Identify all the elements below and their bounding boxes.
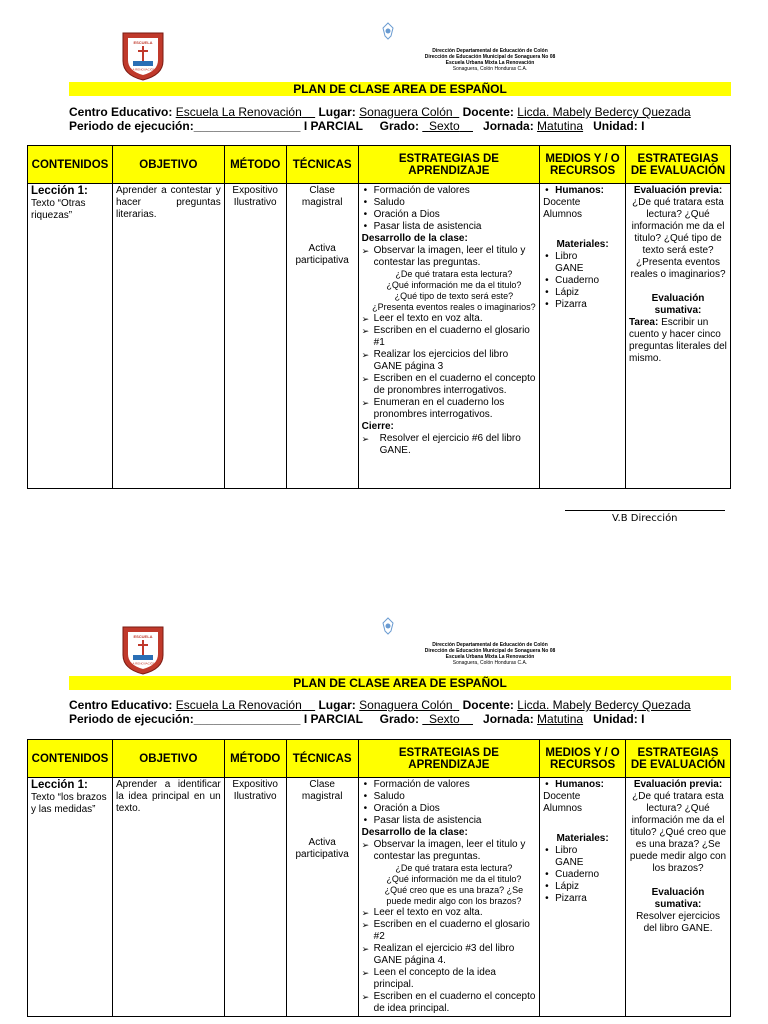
list-item: ➢ Realizar los ejercicios del libro GANE página 3 [362,349,536,373]
list-item: • Pasar lista de asistencia [362,221,536,233]
list-item: ➢ Escriben en el cuaderno el concepto de idea principal. [362,991,536,1015]
institution-line-4: Sonaguera, Colón Honduras C.A. [452,66,528,72]
eval-sumativa-text: Escribir un cuento y hacer cinco preguntas literales del mismo. [629,317,727,364]
col-estrategias: ESTRATEGIAS DE APRENDIZAJE [358,740,539,778]
list-item: ➢ Observar la imagen, leer el titulo y contestar las preguntas. [362,839,536,863]
list-item: • Lápiz [543,881,622,893]
list-item: • Formación de valores [362,185,536,197]
strategies-cell [358,778,539,1017]
crest-text-bottom: LA RENOVACIÓN [130,67,156,72]
jornada-label: Jornada: [483,712,534,726]
lugar-value: Sonaguera Colón [359,698,453,712]
list-item: ➢ Leer el texto en voz alta. [362,313,536,325]
humans-label: Humanos: [555,779,605,790]
periodo-label: Periodo de ejecución: [69,712,194,726]
eval-sumativa-label: Evaluación sumativa: [651,887,705,910]
col-evaluacion: ESTRATEGIAS DE EVALUACIÓN [626,740,731,778]
institution-line-3: Escuela Urbana Mixta La Renovación [445,60,535,66]
eval-previa-text: ¿De qué tratara esta lectura? ¿Qué información me da el titulo? ¿Qué creo que es una braza? ¿Se puede medir algo con los brazos? [629,791,727,874]
col-tecnicas: TÉCNICAS [286,146,358,184]
list-item: • Cuaderno [543,869,622,881]
question: ¿Qué creo que es una braza? ¿Se puede medir algo con los brazos? [384,885,524,906]
list-item: • Saludo [362,791,536,803]
col-objetivo: OBJETIVO [112,740,224,778]
list-item: • Cuaderno [543,275,622,287]
list-item: ➢ Leer el texto en voz alta. [362,907,536,919]
jornada-value: Matutina [537,119,584,133]
techniques-cell [286,778,358,1017]
list-item: • Formación de valores [362,779,536,791]
list-item: • Pasar lista de asistencia [362,815,536,827]
grado-value: Sexto [428,712,460,726]
lugar-label: Lugar: [318,105,356,119]
lesson-text: Texto “Otras riquezas” [31,198,86,221]
col-contenidos: CONTENIDOS [28,740,113,778]
list-item: • Oración a Dios [362,803,536,815]
plan-title-banner: PLAN DE CLASE AREA DE ESPAÑOL [69,676,731,690]
list-item: ➢ Escriben en el cuaderno el glosario #1 [362,325,536,349]
eval-sumativa-label: Evaluación sumativa: [651,293,705,316]
lesson-label: Lección 1: [31,185,88,197]
dev-label: Desarrollo de la clase: [361,827,468,838]
method-cell: Expositivo Ilustrativo [224,778,286,1017]
method-cell: Expositivo Ilustrativo [224,184,286,489]
technique-2: Activa participativa [295,243,349,266]
question: ¿Qué tipo de texto será este? [394,291,514,301]
list-item: • Oración a Dios [362,209,536,221]
list-item: ➢ Realizan el ejercicio #3 del libro GANE página 4. [362,943,536,967]
list-item: ➢ Escriben en el cuaderno el concepto de pronombres interrogativos. [362,373,536,397]
list-item: ➢ Enumeran en el cuaderno los pronombres interrogativos. [362,397,536,421]
lugar-value: Sonaguera Colón [359,105,453,119]
list-item: • Pizarra [543,299,622,311]
unidad-label: Unidad: I [593,119,645,133]
question: ¿De qué tratara esta lectura? [395,269,513,279]
eval-previa-label: Evaluación previa: [633,779,723,790]
institution-line-1: Dirección Departamental de Educación de Colón [432,48,548,54]
col-recursos: MEDIOS Y / O RECURSOS [540,146,626,184]
docente-label: Docente: [462,698,514,712]
unidad-label: Unidad: I [593,712,645,726]
col-evaluacion: ESTRATEGIAS DE EVALUACIÓN [626,146,731,184]
resource-item: Docente [543,791,581,802]
materials-label: Materiales: [556,239,609,250]
grado-value: Sexto [428,119,460,133]
docente-value: Licda. Mabely Bedercy Quezada [517,105,691,119]
contenidos-cell [28,778,113,1017]
question: ¿Presenta eventos reales o imaginarios? [372,302,536,312]
resources-cell [540,778,626,1017]
institution-header [340,642,640,666]
lesson-plan-table [27,739,731,1017]
technique-1: Clase magistral [301,185,343,208]
eval-sumativa-text: Resolver ejercicios del libro GANE. [636,911,720,934]
docente-label: Docente: [462,105,514,119]
institution-line-2: Dirección de Educación Municipal de Sonaguera No 08 [424,648,556,654]
list-item: ➢ Escriben en el cuaderno el glosario #2 [362,919,536,943]
col-tecnicas: TÉCNICAS [286,740,358,778]
col-metodo: MÉTODO [224,146,286,184]
jornada-label: Jornada: [483,119,534,133]
institution-line-3: Escuela Urbana Mixta La Renovación [445,654,535,660]
jornada-value: Matutina [537,712,584,726]
resource-item: Alumnos [543,209,583,220]
institution-line-2: Dirección de Educación Municipal de Sonaguera No 08 [424,54,556,60]
plan-info-line-1 [69,699,749,712]
plan-info-line-2: Periodo de ejecución:________________ I PARCIAL Grado: Sexto Jornada: Matutina Unidad: I [69,119,645,133]
col-metodo: MÉTODO [224,740,286,778]
lesson-label: Lección 1: [31,779,88,791]
eval-previa-text: ¿De qué tratara esta lectura? ¿Qué información me da el titulo? ¿Qué tipo de texto será este? ¿Presenta eventos reales o imaginarios? [630,197,726,280]
lesson-text: Texto “los brazos y las medidas” [31,792,107,815]
plan-title-banner: PLAN DE CLASE AREA DE ESPAÑOL [69,82,731,96]
list-item: • Libro GANE [543,845,622,869]
resource-item: Docente [543,197,581,208]
list-item: ➢ Resolver el ejercicio #6 del libro GANE. [362,433,536,457]
close-label: Cierre: [361,421,394,432]
crest-text-top: ESCUELA [133,634,153,639]
centro-label: Centro Educativo: [69,105,173,119]
institution-line-1: Dirección Departamental de Educación de Colón [432,642,548,648]
table-row [28,778,731,1017]
list-item: • Pizarra [543,893,622,905]
humans-label: Humanos: [555,185,605,196]
question: ¿Qué información me da el titulo? [386,280,522,290]
crest-text-bottom: LA RENOVACIÓN [130,661,156,666]
question: ¿Qué información me da el titulo? [386,874,522,884]
table-header-row [28,740,731,778]
list-item: • Saludo [362,197,536,209]
parcial-label: I PARCIAL [303,712,363,726]
eval-previa-label: Evaluación previa: [633,185,723,196]
periodo-label: Periodo de ejecución: [69,119,194,133]
objective-cell: Aprender a contestar y hacer preguntas literarias. [112,184,224,489]
lugar-label: Lugar: [318,698,356,712]
grado-label: Grado: [379,712,419,726]
honduras-emblem-icon [381,617,395,635]
question: ¿De qué tratara esta lectura? [395,863,513,873]
materials-label: Materiales: [556,833,609,844]
docente-value: Licda. Mabely Bedercy Quezada [517,698,691,712]
plan-info-line-2: Periodo de ejecución:________________ I PARCIAL Grado: Sexto Jornada: Matutina Unidad: I [69,712,645,726]
list-item: ➢ Observar la imagen, leer el titulo y contestar las preguntas. [362,245,536,269]
dev-label: Desarrollo de la clase: [361,233,468,244]
school-crest-logo [121,625,165,675]
technique-2: Activa participativa [295,837,349,860]
evaluation-cell [626,778,731,1017]
institution-line-4: Sonaguera, Colón Honduras C.A. [452,660,528,666]
resource-item: Alumnos [543,803,583,814]
col-recursos: MEDIOS Y / O RECURSOS [540,740,626,778]
grado-label: Grado: [379,119,419,133]
crest-text-top: ESCUELA [133,40,153,45]
col-objetivo: OBJETIVO [112,146,224,184]
objective-cell: Aprender a identificar la idea principal en un texto. [112,778,224,1017]
col-estrategias: ESTRATEGIAS DE APRENDIZAJE [358,146,539,184]
centro-value: Escuela La Renovación [175,105,302,119]
technique-1: Clase magistral [301,779,343,802]
eval-task-label: Tarea: [629,317,659,328]
col-contenidos: CONTENIDOS [28,146,113,184]
parcial-label: I PARCIAL [303,119,363,133]
list-item: • Libro GANE [543,251,622,275]
centro-value: Escuela La Renovación [175,698,302,712]
signature-label: V.B Dirección [612,513,678,524]
list-item: ➢ Leen el concepto de la idea principal. [362,967,536,991]
guiding-questions [362,863,536,907]
centro-label: Centro Educativo: [69,698,173,712]
list-item: • Lápiz [543,287,622,299]
